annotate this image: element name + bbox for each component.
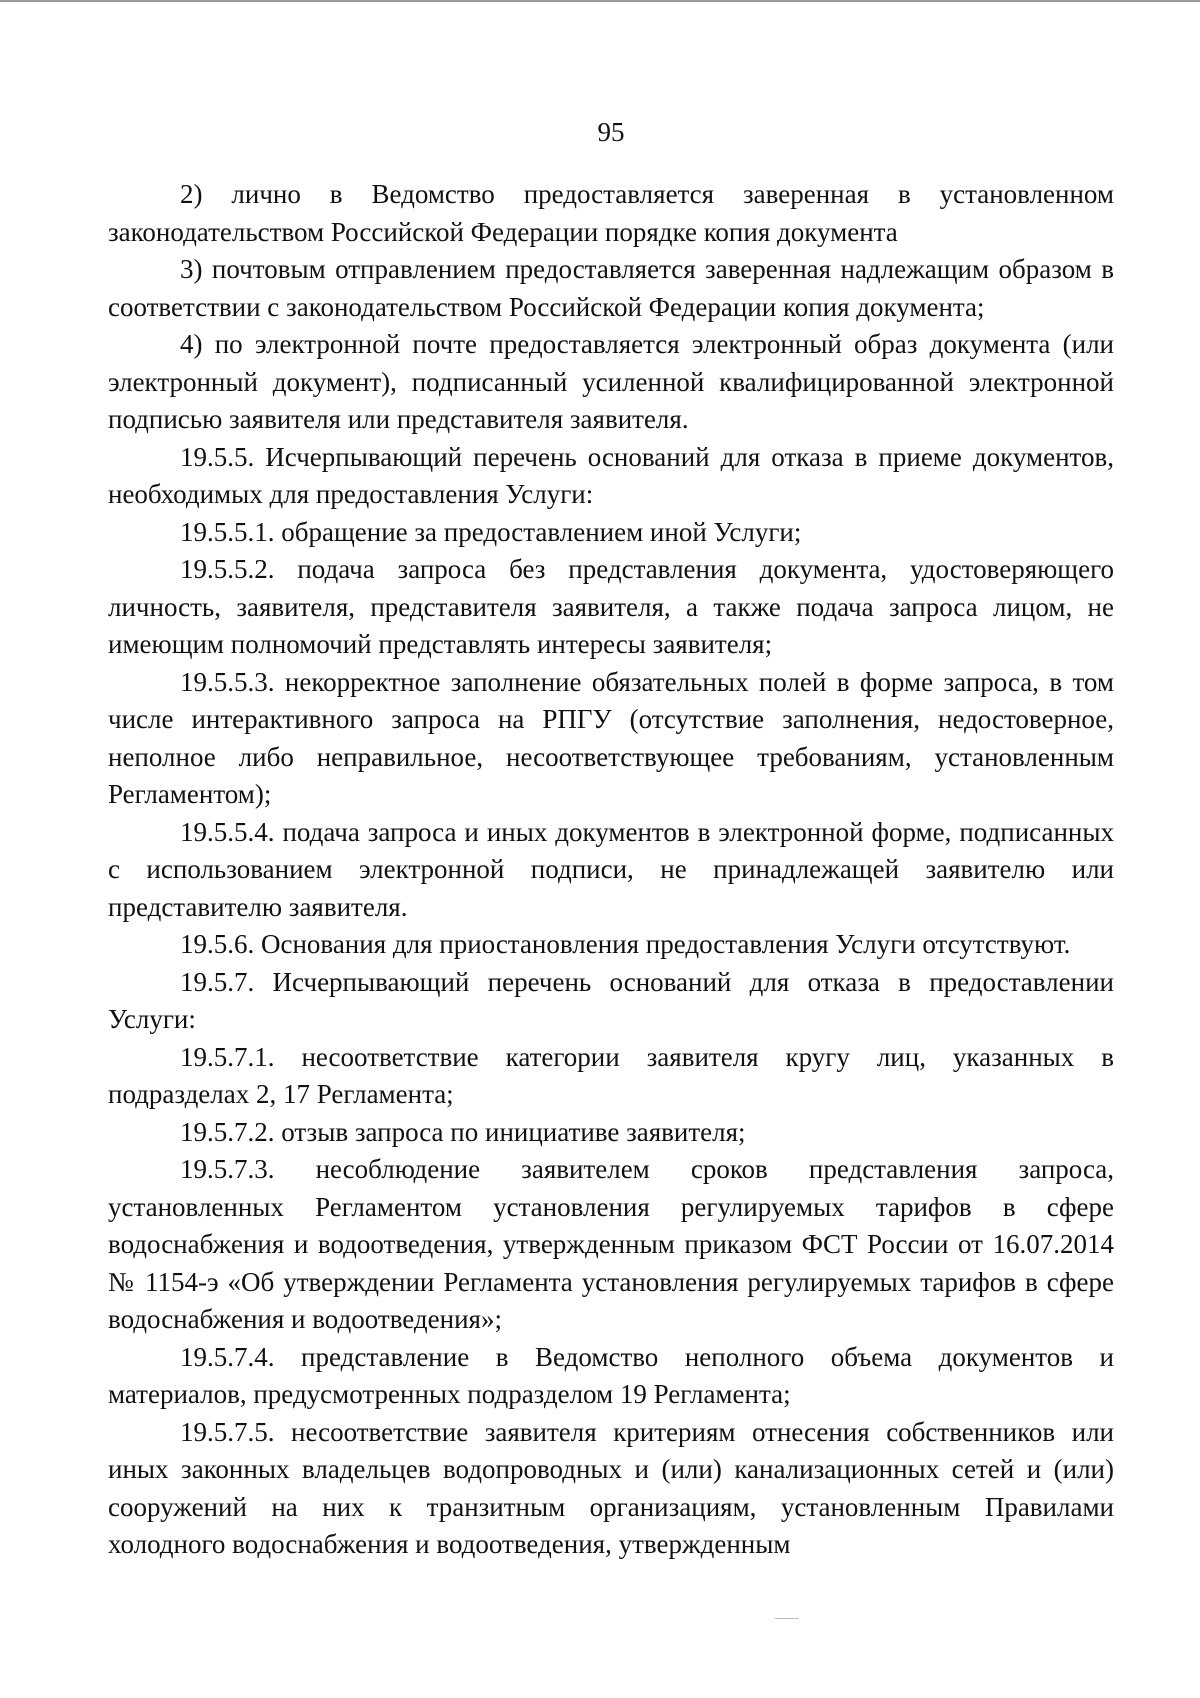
document-body — [108, 176, 1114, 1564]
scan-artifact — [775, 1618, 799, 1619]
paragraph-19-5-5: 19.5.5. Исчерпывающий перечень оснований для отказа в приеме документов, необходимых для предоставления Услуги: — [108, 441, 1114, 509]
paragraph-19-5-5-1: 19.5.5.1. обращение за предоставлением иной Услуги; — [180, 516, 802, 547]
paragraph-19-5-7: 19.5.7. Исчерпывающий перечень оснований для отказа в предоставлении Услуги: — [108, 966, 1114, 1034]
page-number: 95 — [597, 117, 625, 147]
paragraph-19-5-7-3: 19.5.7.3. несоблюдение заявителем сроков представления запроса, установленных Регламентом установления регулируемых тарифов в сфере водоснабжения и водоотведения, утвержденным приказом ФСТ России от 16.07.2014 № 1154-э «Об утверждении Регламента установления регулируемых тарифов в сфере водоснабжения и водоотведения»; — [108, 1154, 1114, 1334]
scan-top-edge — [0, 0, 1200, 2]
paragraph-19-5-7-2: 19.5.7.2. отзыв запроса по инициативе заявителя; — [180, 1116, 746, 1147]
paragraph-item-2-in-person: 2) лично в Ведомство предоставляется заверенная в установленном законодательством Российской Федерации порядке копия документа — [108, 179, 1114, 247]
paragraph-item-3-postal: 3) почтовым отправлением предоставляется заверенная надлежащим образом в соответствии с законодательством Российской Федерации копия документа; — [108, 254, 1114, 322]
paragraph-19-5-5-4: 19.5.5.4. подача запроса и иных документов в электронной форме, подписанных с использованием электронной подписи, не принадлежащей заявителю или представителю заявителя. — [108, 816, 1114, 922]
paragraph-19-5-7-5: 19.5.7.5. несоответствие заявителя критериям отнесения собственников или иных законных владельцев водопроводных и (или) канализационных сетей и (или) сооружений на них к транзитным организациям, установленным Правилами холодного водоснабжения и водоотведения, утвержденным — [108, 1416, 1114, 1559]
paragraph-19-5-7-4: 19.5.7.4. представление в Ведомство неполного объема документов и материалов, предусмотренных подразделом 19 Регламента; — [108, 1341, 1114, 1409]
paragraph-19-5-6: 19.5.6. Основания для приостановления предоставления Услуги отсутствуют. — [180, 929, 1071, 959]
paragraph-19-5-5-3: 19.5.5.3. некорректное заполнение обязательных полей в форме запроса, в том числе интерактивного запроса на РПГУ (отсутствие заполнения, недостоверное, неполное либо неправильное, несоответствующее требованиям, установленным Регламентом); — [108, 666, 1114, 809]
paragraph-item-4-email: 4) по электронной почте предоставляется электронный образ документа (или электронный документ), подписанный усиленной квалифицированной электронной подписью заявителя или представителя заявителя. — [108, 329, 1114, 434]
paragraph-19-5-7-1: 19.5.7.1. несоответствие категории заявителя кругу лиц, указанных в подразделах 2, 17 Регламента; — [108, 1041, 1114, 1109]
paragraph-19-5-5-2: 19.5.5.2. подача запроса без представления документа, удостоверяющего личность, заявителя, представителя заявителя, а также подача запроса лицом, не имеющим полномочий представлять интересы заявителя; — [108, 554, 1114, 659]
